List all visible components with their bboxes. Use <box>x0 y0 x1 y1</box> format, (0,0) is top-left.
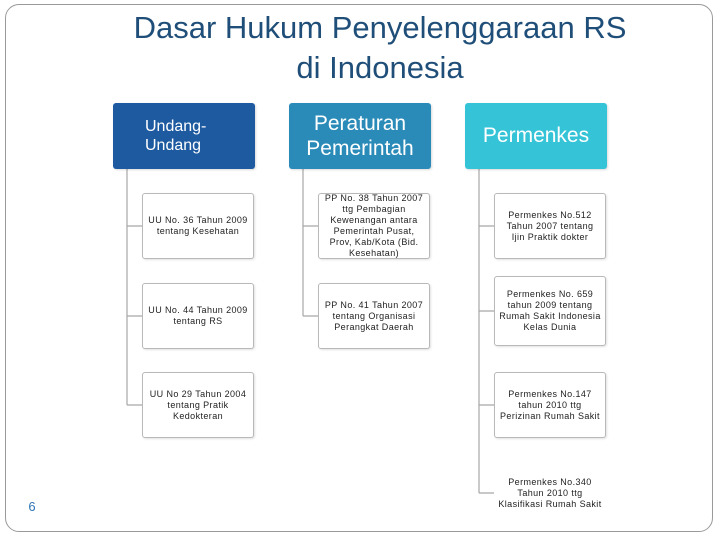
permenkes-147-box <box>494 372 606 438</box>
uu-36-2009-box <box>142 193 254 259</box>
header-undang-undang-line-1: Undang- <box>145 118 207 135</box>
permenkes-659-box <box>494 276 606 346</box>
pp-38-2007-text: PP No. 38 Tahun 2007 ttg Pembagian Kewenangan antara Pemerintah Pusat, Prov, Kab/Kota (Bid. Kesehatan) <box>324 193 424 258</box>
uu-29-2004-box <box>142 372 254 438</box>
permenkes-512-box <box>494 193 606 259</box>
header-undang-undang-line-2: Undang <box>145 137 202 154</box>
page-number: 6 <box>28 499 36 514</box>
uu-29-2004-text: UU No 29 Tahun 2004 tentang Pratik Kedokteran <box>149 388 247 421</box>
pp-41-2007-box <box>318 283 430 349</box>
pp-41-2007-text: PP No. 41 Tahun 2007 tentang Organisasi Perangkat Daerah <box>324 299 424 332</box>
header-pp-line-2: Pemerintah <box>306 137 414 160</box>
title-line-2: di Indonesia <box>296 50 464 85</box>
permenkes-147-text: Permenkes No.147 tahun 2010 ttg Perizinan Rumah Sakit <box>500 388 600 421</box>
permenkes-340-text: Permenkes No.340 Tahun 2010 ttg Klasifikasi Rumah Sakit <box>498 476 602 509</box>
permenkes-512-text: Permenkes No.512 Tahun 2007 tentang Ijin Praktik dokter <box>506 209 594 242</box>
uu-44-2009-text: UU No. 44 Tahun 2009 tentang RS <box>148 305 248 326</box>
uu-36-2009-text: UU No. 36 Tahun 2009 tentang Kesehatan <box>148 215 248 236</box>
header-pp-line-1: Peraturan <box>313 112 407 135</box>
header-permenkes <box>465 103 607 169</box>
header-peraturan-pemerintah <box>289 103 431 169</box>
permenkes-659-text: Permenkes No. 659 tahun 2009 tentang Rumah Sakit Indonesia Kelas Dunia <box>499 289 601 332</box>
header-permenkes-label: Permenkes <box>482 124 590 147</box>
pp-38-2007-box <box>318 193 430 259</box>
title-line-1: Dasar Hukum Penyelenggaraan RS <box>133 10 627 45</box>
header-undang-undang <box>113 103 255 169</box>
uu-44-2009-box <box>142 283 254 349</box>
permenkes-340-box <box>494 460 606 526</box>
